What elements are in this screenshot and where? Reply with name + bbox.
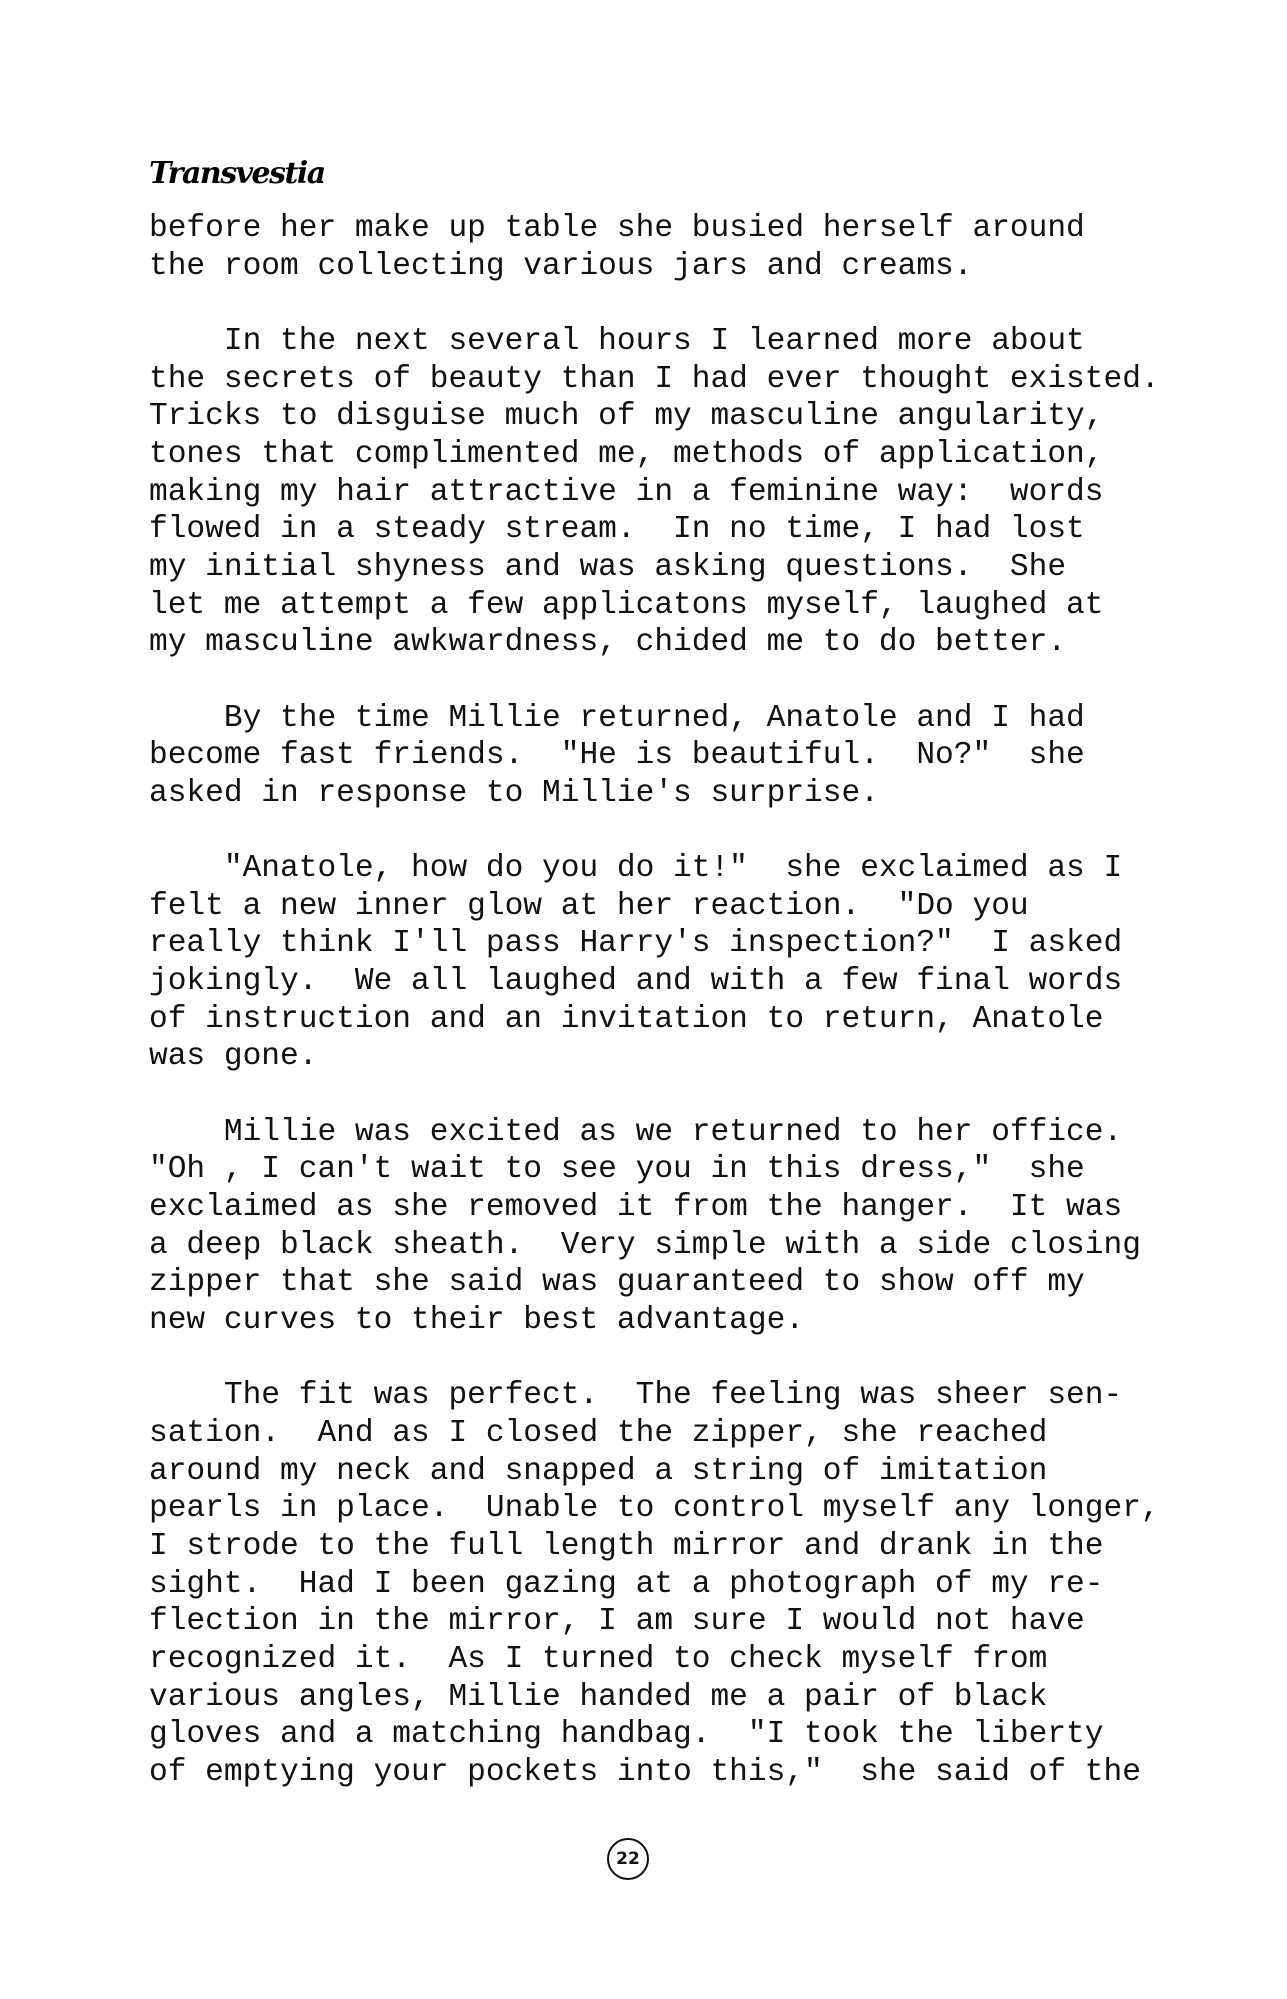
paragraph (149, 850, 1179, 1076)
text-line: "Oh , I can't wait to see you in this dress," she (149, 1152, 1085, 1188)
page-number: 22 (607, 1838, 649, 1880)
text-line: before her make up table she busied herself around (149, 211, 1085, 246)
paragraph (149, 1377, 1179, 1791)
text-line: of emptying your pockets into this," she said of the (149, 1754, 1141, 1790)
text-line: recognized it. As I turned to check myself from (149, 1641, 1048, 1677)
text-line: various angles, Millie handed me a pair of black (149, 1679, 1048, 1715)
text-line: become fast friends. "He is beautiful. No?" she (149, 738, 1085, 774)
text-line: was gone. (149, 1039, 318, 1075)
text-line: asked in response to Millie's surprise. (149, 775, 879, 811)
text-line: Millie was excited as we returned to her office. (149, 1114, 1123, 1150)
text-line: let me attempt a few applicatons myself, laughed at (149, 587, 1104, 623)
text-line: "Anatole, how do you do it!" she exclaimed as I (149, 851, 1123, 887)
text-line: Tricks to disguise much of my masculine angularity, (149, 399, 1104, 435)
text-line: sation. And as I closed the zipper, she reached (149, 1415, 1048, 1451)
text-line: The fit was perfect. The feeling was sheer sen- (149, 1378, 1123, 1414)
text-line: felt a new inner glow at her reaction. "Do you (149, 888, 1029, 924)
text-line: zipper that she said was guaranteed to show off my (149, 1265, 1085, 1301)
text-line: a deep black sheath. Very simple with a side closing (149, 1227, 1141, 1263)
text-line: flowed in a steady stream. In no time, I had lost (149, 512, 1085, 548)
text-line: the secrets of beauty than I had ever thought existed. (149, 361, 1160, 397)
text-line: new curves to their best advantage. (149, 1302, 805, 1338)
body-text (149, 210, 1179, 1829)
text-line: pearls in place. Unable to control myself any longer, (149, 1491, 1160, 1527)
text-line: making my hair attractive in a feminine way: words (149, 474, 1104, 510)
paragraph (149, 210, 1179, 285)
text-line: the room collecting various jars and creams. (149, 248, 973, 284)
paragraph (149, 700, 1179, 813)
text-line: By the time Millie returned, Anatole and I had (149, 700, 1085, 736)
text-line: gloves and a matching handbag. "I took the liberty (149, 1717, 1104, 1753)
text-line: exclaimed as she removed it from the hanger. It was (149, 1190, 1123, 1225)
text-line: my initial shyness and was asking questions. She (149, 549, 1067, 585)
text-line: my masculine awkwardness, chided me to do better. (149, 625, 1067, 661)
text-line: In the next several hours I learned more about (149, 323, 1085, 359)
paragraph (149, 1114, 1179, 1340)
text-line: flection in the mirror, I am sure I would not have (149, 1604, 1085, 1640)
text-line: really think I'll pass Harry's inspection?" I asked (149, 926, 1123, 962)
paragraph (149, 323, 1179, 662)
text-line: I strode to the full length mirror and drank in the (149, 1528, 1104, 1564)
text-line: sight. Had I been gazing at a photograph of my re- (149, 1566, 1104, 1602)
text-line: of instruction and an invitation to return, Anatole (149, 1001, 1104, 1037)
text-line: jokingly. We all laughed and with a few final words (149, 964, 1123, 1000)
magazine-title: Transvestia (149, 156, 325, 191)
text-line: around my neck and snapped a string of imitation (149, 1453, 1048, 1489)
text-line: tones that complimented me, methods of application, (149, 436, 1104, 472)
